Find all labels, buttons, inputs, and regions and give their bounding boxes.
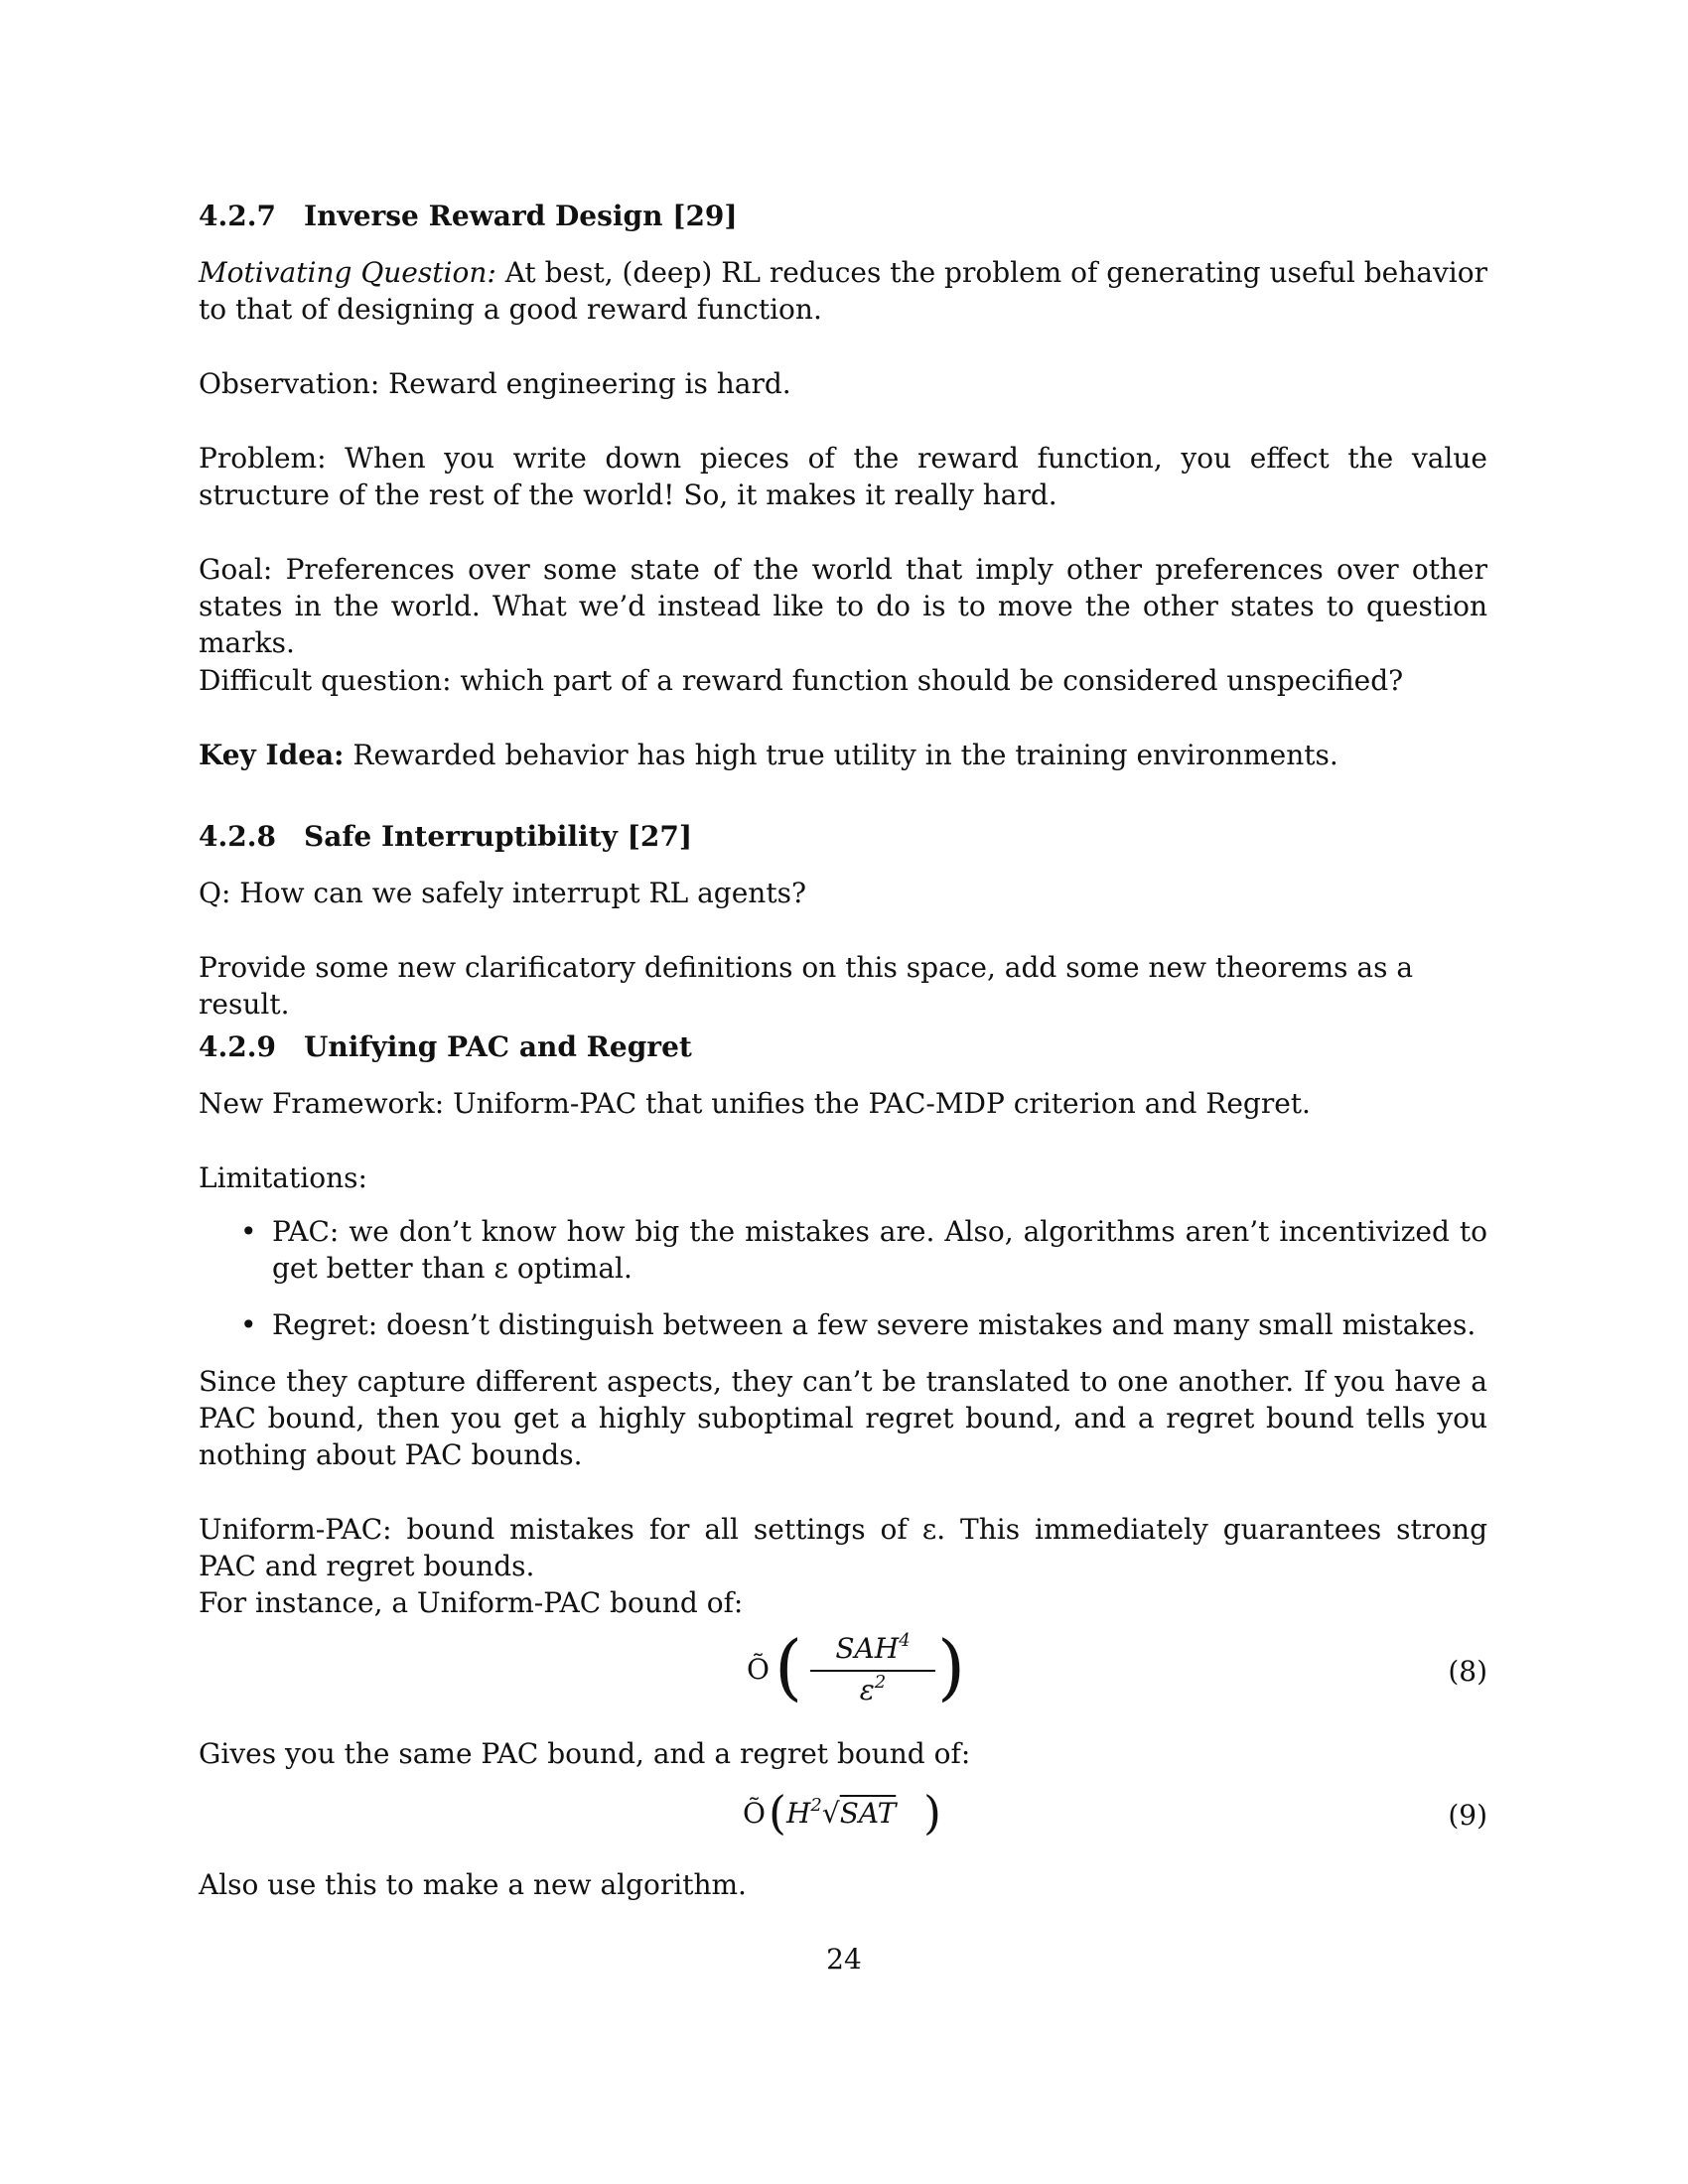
equation-body: $H^2√SAT$ xyxy=(786,1795,897,1830)
paragraph-question: Q: How can we safely interrupt RL agents? xyxy=(199,877,806,909)
equation-number: (8) xyxy=(1448,1655,1487,1688)
o-tilde-operator: Õ xyxy=(747,1653,770,1686)
paragraph-since: Since they capture different aspects, they can’t be translated to one another. If you have a PAC bound, then you get a highly suboptimal regret bound, and a regret bound tells you nothing about PAC bounds. xyxy=(199,1365,1487,1471)
section-heading-4-2-9 xyxy=(199,1027,692,1067)
page-number: 24 xyxy=(826,1943,862,1976)
section-title: Unifying PAC and Regret xyxy=(304,1030,692,1063)
section-number: 4.2.9 xyxy=(199,1030,276,1063)
key-idea-label: Key Idea: xyxy=(199,739,345,771)
paragraph-for-instance: For instance, a Uniform-PAC bound of: xyxy=(199,1586,744,1619)
paragraph-uniform-pac: Uniform-PAC: bound mistakes for all settings of ε. This immediately guarantees strong PAC and regret bounds. xyxy=(199,1513,1487,1582)
equation-9 xyxy=(199,1777,1489,1856)
list-item-text: Regret: doesn’t distinguish between a few severe mistakes and many small mistakes. xyxy=(272,1308,1477,1341)
paragraph-limitations: Limitations: xyxy=(199,1161,367,1194)
key-idea-text: Rewarded behavior has high true utility in the training environments. xyxy=(344,739,1338,771)
paragraph-also: Also use this to make a new algorithm. xyxy=(199,1868,747,1901)
fraction-denominator: $\varepsilon^2$ xyxy=(859,1672,887,1706)
motivating-label: Motivating Question: xyxy=(199,256,496,289)
paragraph-new-framework: New Framework: Uniform-PAC that unifies the PAC-MDP criterion and Regret. xyxy=(199,1087,1311,1120)
section-number: 4.2.8 xyxy=(199,820,276,853)
right-paren: ) xyxy=(937,1625,966,1708)
paragraph-key-idea xyxy=(199,737,1487,773)
list-item xyxy=(240,1306,1487,1343)
section-heading-4-2-8 xyxy=(199,817,692,857)
left-paren: ( xyxy=(769,1786,786,1840)
list-item-text: PAC: we don’t know how big the mistakes are. Also, algorithms aren’t incentivized to get better than ε optimal. xyxy=(272,1215,1487,1285)
bullet-icon: • xyxy=(240,1215,257,1248)
section-title: Safe Interruptibility [27] xyxy=(304,820,693,853)
bullet-icon: • xyxy=(240,1308,257,1341)
section-heading-4-2-7 xyxy=(199,197,738,236)
paragraph-goal: Goal: Preferences over some state of the world that imply other preferences over other states in the world. What we’d instead like to do is to move the other states to question marks. xyxy=(199,553,1487,659)
paragraph-observation: Observation: Reward engineering is hard. xyxy=(199,367,791,400)
left-paren: ( xyxy=(774,1625,803,1708)
paragraph-provide: Provide some new clarificatory definitions on this space, add some new theorems as a result. xyxy=(199,951,1414,1021)
section-title: Inverse Reward Design [29] xyxy=(304,200,738,232)
fraction-numerator: SAH$^4$ xyxy=(835,1630,911,1665)
paragraph-motivating-question xyxy=(199,254,1487,328)
document-page xyxy=(199,0,1489,2184)
paragraph-problem: Problem: When you write down pieces of the reward function, you effect the value structure of the rest of the world! So, it makes it really hard. xyxy=(199,442,1487,511)
list-item xyxy=(240,1213,1487,1287)
motivating-text: At best, (deep) RL reduces the problem of generating useful behavior to that of designing a good reward function. xyxy=(199,256,1487,326)
section-number: 4.2.7 xyxy=(199,200,276,232)
equation-8 xyxy=(199,1625,1489,1708)
fraction-bar xyxy=(810,1670,935,1672)
paragraph-difficult-question: Difficult question: which part of a reward function should be considered unspecified? xyxy=(199,664,1404,697)
right-paren: ) xyxy=(923,1786,941,1840)
paragraph-gives: Gives you the same PAC bound, and a regret bound of: xyxy=(199,1737,971,1770)
o-tilde-operator: Õ xyxy=(743,1797,766,1830)
equation-number: (9) xyxy=(1448,1799,1487,1832)
